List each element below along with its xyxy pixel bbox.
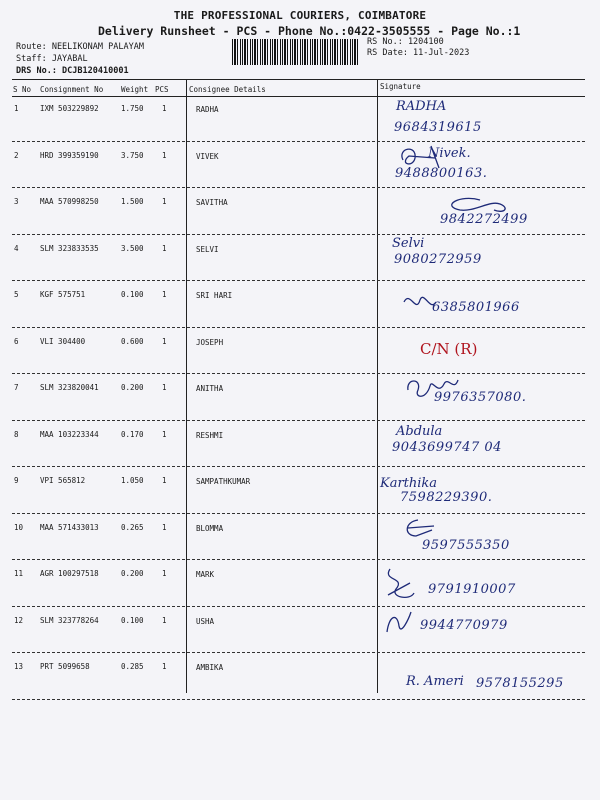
row-consignment: MAA 103223344 [40,429,99,439]
route-label: Route: NEELIKONAM PALAYAM [16,42,144,52]
col-header-signature: Signature [380,82,421,91]
row-separator [12,280,585,281]
row-consignee: MARK [196,570,215,579]
row-consignee: SRI HARI [196,291,233,300]
row-consignee: RADHA [196,105,219,114]
signature-scribble [383,608,415,636]
row-consignee: USHA [196,616,215,626]
signature-scribble [400,288,440,318]
row-sno: 10 [14,522,24,532]
row-sno: 4 [14,243,19,253]
company-title: THE PROFESSIONAL COURIERS, COIMBATORE [173,9,427,22]
col-header-sno: S No [13,85,32,94]
row-sno: 1 [14,104,19,113]
row-signature-phone: 6385801966 [432,300,520,315]
row-signature-phone: 9488800163. [395,166,488,181]
row-weight: 1.050 [121,476,144,485]
column-divider-consignee [186,79,187,693]
row-weight: 1.750 [121,104,144,113]
row-consignment: PRT 5099658 [40,662,90,671]
row-signature-name: Selvi [392,236,425,251]
row-consignee: JOSEPH [196,337,224,347]
row-consignee: SELVI [196,244,219,254]
row-consignee: BLOMMA [196,523,224,533]
row-pcs: 1 [162,615,167,625]
row-separator [12,234,585,235]
row-pcs: 1 [162,243,167,253]
row-signature-name: Abdula [396,424,443,439]
row-pcs: 1 [162,197,167,206]
row-separator [12,373,585,374]
table-header-border [12,96,585,97]
row-consignee: RESHMI [196,430,224,440]
row-separator [12,466,585,467]
row-weight: 0.200 [121,383,144,392]
row-signature-name: RADHA [396,99,447,114]
row-separator [12,327,585,328]
row-signature-phone: 9842272499 [440,212,528,227]
row-weight: 0.100 [121,290,144,299]
row-signature-phone: 9791910007 [428,582,516,597]
row-consignment: MAA 571433013 [40,522,99,532]
staff-label: Staff: JAYABAL [16,54,88,64]
row-weight: 0.285 [121,662,144,671]
row-signature-phone: 9080272959 [394,252,482,267]
row-consignment: KGF 575751 [40,290,86,299]
col-header-weight: Weight [121,85,149,94]
row-consignee: SAMPATHKUMAR [196,477,251,486]
row-signature-name: Karthika [380,476,438,491]
row-pcs: 1 [162,522,167,532]
signature-scribble [402,370,462,402]
col-header-pcs: PCS [155,85,169,94]
row-consignment: AGR 100297518 [40,569,99,578]
row-signature-phone: 9597555350 [422,538,510,553]
row-separator [12,652,585,653]
row-separator [12,559,585,560]
runsheet-subtitle: Delivery Runsheet - PCS - Phone No.:0422-3505555 - Page No.:1 [98,24,521,38]
row-weight: 0.265 [121,522,144,532]
col-header-consignment: Consignment No [40,85,104,94]
barcode [232,39,360,65]
row-signature-phone: 9684319615 [394,120,482,135]
row-separator [12,420,585,421]
rs-date: RS Date: 11-Jul-2023 [367,48,470,58]
row-weight: 0.170 [121,429,144,439]
row-signature-phone: 9976357080. [434,390,527,405]
row-consignment: VPI 565812 [40,476,86,485]
row-consignee: ANITHA [196,384,224,393]
row-signature-phone: 7598229390. [400,490,493,505]
row-pcs: 1 [162,290,167,299]
row-pcs: 1 [162,150,167,160]
row-sno: 6 [14,336,19,346]
row-consignee: SAVITHA [196,198,228,207]
drs-number: DRS No.: DCJB120410001 [16,66,129,76]
signature-scribble [420,192,520,222]
row-weight: 3.500 [121,243,144,253]
col-header-consignee: Consignee Details [189,85,266,94]
row-signature-name: Nivek. [428,146,471,161]
row-consignment: SLM 323820041 [40,383,99,392]
row-weight: 0.100 [121,615,144,625]
row-consignment: SLM 323833535 [40,243,99,253]
row-consignee: AMBIKA [196,663,224,672]
signature-scribble [398,516,438,542]
row-pcs: 1 [162,429,167,439]
signature-scribble [380,565,420,605]
row-sno: 2 [14,150,19,160]
row-pcs: 1 [162,104,167,113]
row-pcs: 1 [162,336,167,346]
row-weight: 1.500 [121,197,144,206]
row-sno: 8 [14,429,19,439]
column-divider-signature [377,79,378,693]
row-separator [12,141,585,142]
row-pcs: 1 [162,662,167,671]
row-weight: 0.600 [121,336,144,346]
row-separator [12,699,585,700]
table-top-border [12,79,585,80]
row-sno: 7 [14,383,19,392]
row-consignment: SLM 323778264 [40,615,99,625]
row-pcs: 1 [162,476,167,485]
row-separator [12,606,585,607]
row-consignee: VIVEK [196,151,219,161]
row-signature-phone: 9578155295 [476,676,564,691]
row-signature-name: R. Ameri [406,674,464,689]
row-sno: 3 [14,197,19,206]
row-sno: 9 [14,476,19,485]
row-pcs: 1 [162,383,167,392]
row-sno: 12 [14,615,24,625]
row-sno: 11 [14,569,24,578]
row-signature-phone: 9944770979 [420,618,508,633]
row-consignment: HRD 399359190 [40,150,99,160]
row-weight: 0.200 [121,569,144,578]
row-separator [12,513,585,514]
row-weight: 3.750 [121,150,144,160]
row-consignment: IXM 503229892 [40,104,99,113]
row-sno: 5 [14,290,19,299]
row-sno: 13 [14,662,24,671]
row-pcs: 1 [162,569,167,578]
row-consignment: VLI 304400 [40,336,86,346]
row-separator [12,187,585,188]
row-consignment: MAA 570998250 [40,197,99,206]
row-signature-phone: 9043699747 04 [392,440,502,455]
row-signature-name: C/N (R) [420,340,478,358]
rs-number: RS No.: 1204100 [367,37,444,47]
signature-scribble [395,138,475,174]
